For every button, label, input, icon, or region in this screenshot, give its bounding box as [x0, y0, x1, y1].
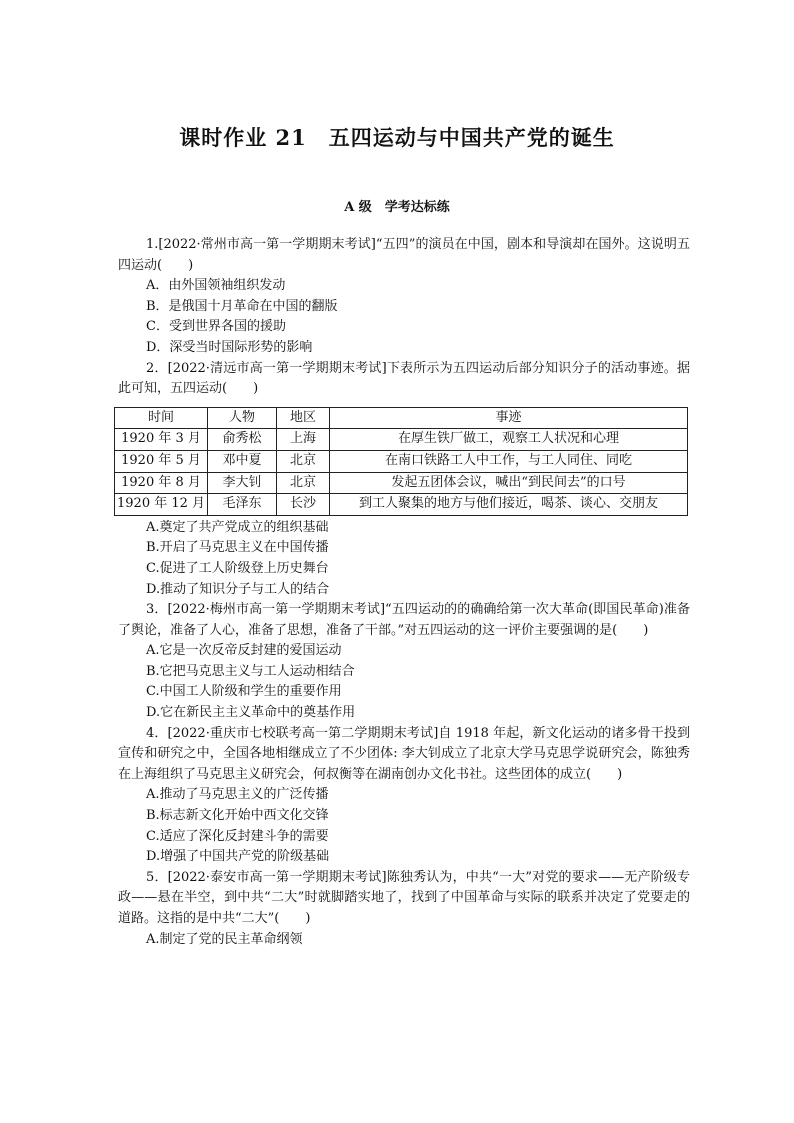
table-cell: 到工人聚集的地方与他们接近，喝茶、谈心、交朋友: [330, 494, 688, 516]
table-cell: 俞秀松: [208, 429, 277, 451]
option-b: B.它把马克思主义与工人运动相结合: [146, 663, 355, 679]
table-row: [115, 450, 688, 472]
table-cell: 邓中夏: [208, 450, 277, 472]
activity-table: [114, 407, 688, 516]
table-cell: 发起五团体会议，喊出“到民间去”的口号: [330, 472, 688, 494]
option-d: D.它在新民主主义革命中的奠基作用: [146, 705, 356, 721]
option-c: C.促进了工人阶级登上历史舞台: [146, 560, 329, 576]
section-heading: A 级 学考达标练: [344, 200, 450, 215]
question-1: [118, 235, 690, 359]
question-stem: 5．[2022·泰安市高一第一学期期末考试]陈独秀认为，中共“一大”对党的要求——无产阶级专政——悬在半空，到中共“二大”时就脚踏实地了，找到了中国革命与实际的联系并决定了党要走的道路。这指的是中共“二大”( ): [118, 869, 690, 926]
question-3: [118, 600, 690, 724]
column-header-person: 人物: [208, 407, 277, 429]
option-a: A.制定了党的民主革命纲领: [146, 931, 303, 947]
question-stem: 3．[2022·梅州市高一第一学期期末考试]“五四运动的的确确给第一次大革命(即国民革命)准备了舆论，准备了人心，准备了思想，准备了干部。”对五四运动的这一评价主要强调的是( ): [118, 602, 690, 638]
question-stem: 4．[2022·重庆市七校联考高一第二学期期末考试]自 1918 年起，新文化运动的诸多骨干投到宣传和研究之中，全国各地相继成立了不少团体: 李大钊成立了北京大学马克思学说研究会，陈独秀在上海组织了马克思主义研究会，何叔衡等在湖南创办文化书社。这些团体的成立( ): [118, 725, 690, 782]
question-list: [118, 235, 690, 950]
question-2: [118, 359, 690, 601]
table-cell: 1920 年 8 月: [115, 472, 208, 494]
option-b: B.标志新文化开始中西文化交锋: [146, 808, 329, 824]
table-cell: 毛泽东: [208, 494, 277, 516]
page-title: 课时作业 21 五四运动与中国共产党的诞生: [179, 125, 615, 150]
table-row: [115, 429, 688, 451]
table-cell: 1920 年 3 月: [115, 429, 208, 451]
option-d: D．深受当时国际形势的影响: [146, 339, 313, 355]
option-c: C.中国工人阶级和学生的重要作用: [146, 684, 342, 700]
table-cell: 北京: [277, 450, 330, 472]
table-cell: 在厚生铁厂做工，观察工人状况和心理: [330, 429, 688, 451]
table-cell: 李大钊: [208, 472, 277, 494]
option-a: A.奠定了共产党成立的组织基础: [146, 519, 329, 535]
option-c: C.适应了深化反封建斗争的需要: [146, 828, 329, 844]
option-c: C．受到世界各国的援助: [146, 319, 286, 335]
column-header-time: 时间: [115, 407, 208, 429]
option-a: A.推动了马克思主义的广泛传播: [146, 787, 329, 803]
option-a: A.它是一次反帝反封建的爱国运动: [146, 643, 342, 659]
table-cell: 长沙: [277, 494, 330, 516]
table-cell: 1920 年 5 月: [115, 450, 208, 472]
table-cell: 1920 年 12 月: [115, 494, 208, 516]
table-header-row: [115, 407, 688, 429]
option-b: B．是俄国十月革命在中国的翻版: [146, 298, 338, 314]
column-header-deeds: 事迹: [330, 407, 688, 429]
table-row: [115, 472, 688, 494]
question-4: [118, 724, 690, 868]
option-d: D.推动了知识分子与工人的结合: [146, 581, 330, 597]
question-stem: 1.[2022·常州市高一第一学期期末考试]“五四”的演员在中国，剧本和导演却在国外。这说明五四运动( ): [118, 237, 690, 273]
table-cell: 在南口铁路工人中工作，与工人同住、同吃: [330, 450, 688, 472]
table-row: [115, 494, 688, 516]
option-a: A．由外国领袖组织发动: [146, 278, 286, 294]
column-header-region: 地区: [277, 407, 330, 429]
table-cell: 北京: [277, 472, 330, 494]
question-stem: 2．[2022·清远市高一第一学期期末考试]下表所示为五四运动后部分知识分子的活动事迹。据此可知，五四运动( ): [118, 360, 690, 397]
question-5: [118, 868, 690, 950]
table-cell: 上海: [277, 429, 330, 451]
option-b: B.开启了马克思主义在中国传播: [146, 540, 329, 556]
option-d: D.增强了中国共产党的阶级基础: [146, 849, 330, 865]
